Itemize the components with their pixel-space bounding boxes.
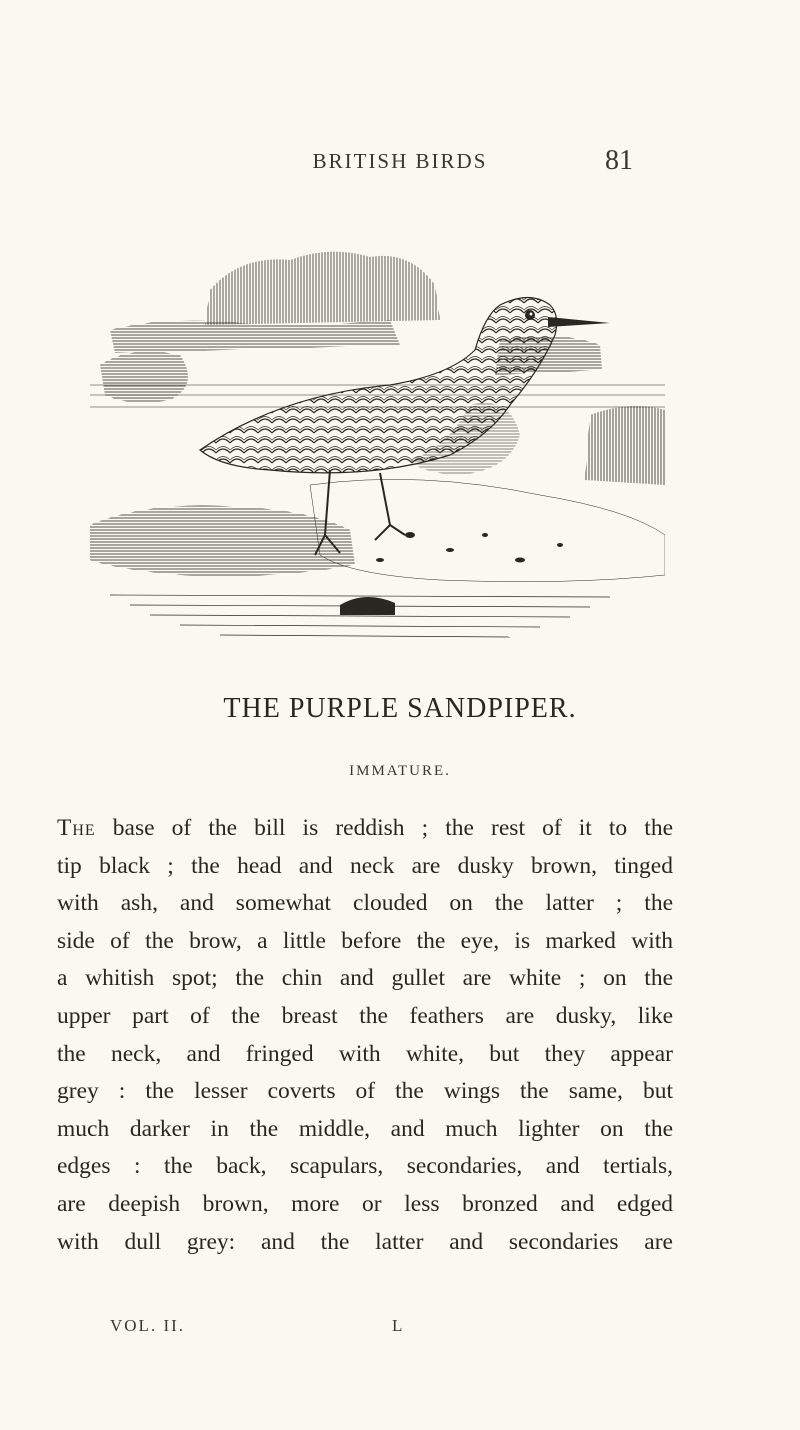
text-line: grey : the lesser coverts of the wings the same, but <box>57 1078 673 1105</box>
text-line: a whitish spot; the chin and gullet are white ; on the <box>57 965 673 992</box>
signature-mark: L <box>392 1316 403 1335</box>
text-line: edges : the back, scapulars, secondaries, and tertials, <box>57 1153 673 1180</box>
page-header <box>0 145 800 185</box>
text-line: tip black ; the head and neck are dusky brown, tinged <box>57 852 673 879</box>
running-head: BRITISH BIRDS <box>312 149 488 173</box>
description-text <box>57 810 673 1261</box>
page-number: 81 <box>605 145 633 176</box>
plate-subtitle: IMMATURE. <box>349 763 451 779</box>
text-line: the neck, and fringed with white, but they appear <box>57 1040 673 1067</box>
plate-title: THE PURPLE SANDPIPER. <box>223 693 577 724</box>
opening-word: The <box>57 815 96 841</box>
volume-mark: VOL. II. <box>110 1316 186 1335</box>
text-line: with dull grey: and the latter and secondaries are <box>57 1228 673 1255</box>
page-footer <box>0 1316 800 1340</box>
text-line: are deepish brown, more or less bronzed and edged <box>57 1190 673 1217</box>
text-line: much darker in the middle, and much lighter on the <box>57 1115 673 1142</box>
text-line: with ash, and somewhat clouded on the latter ; the <box>57 890 673 917</box>
text-line: upper part of the breast the feathers are dusky, like <box>57 1002 673 1029</box>
sandpiper-engraving <box>90 235 665 665</box>
text-line: side of the brow, a little before the eye, is marked with <box>57 927 673 954</box>
text-line: The base of the bill is reddish ; the rest of it to the <box>57 815 673 841</box>
